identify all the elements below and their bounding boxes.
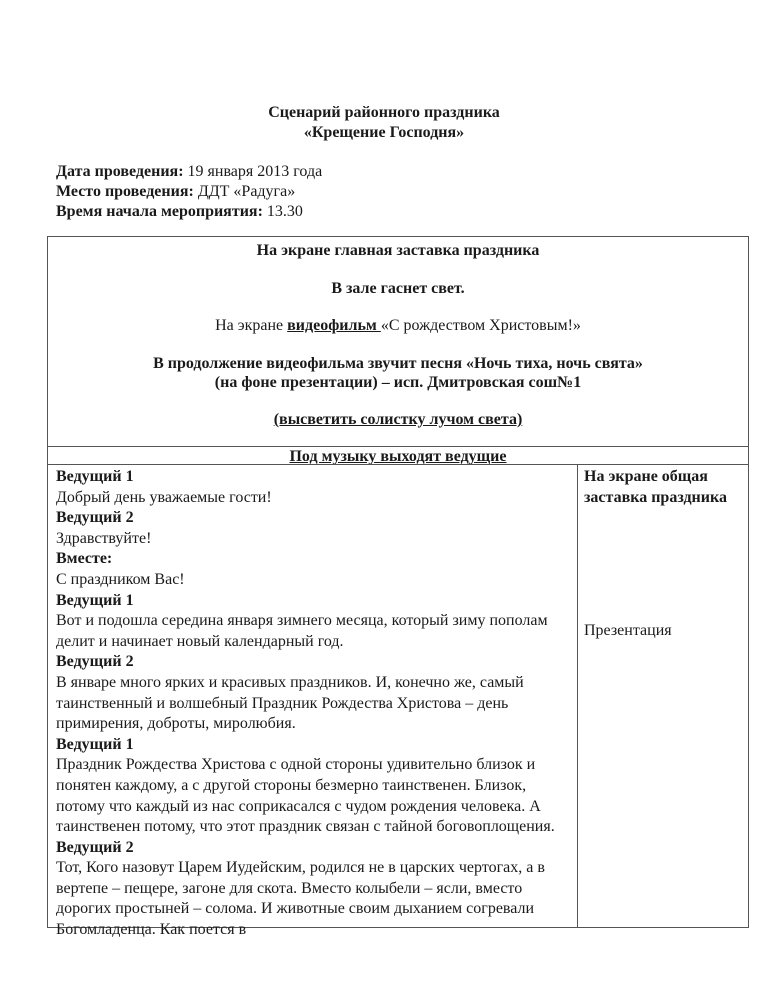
column-divider (577, 465, 578, 927)
opening-box (47, 236, 749, 447)
opening-line-6: (высветить солистку лучом света) (273, 411, 523, 428)
meta-time (56, 202, 322, 222)
screen-notes-column (584, 467, 744, 639)
opening-line-1: На экране главная заставка праздника (256, 242, 540, 259)
speaker-label: Ведущий 2 (56, 509, 134, 527)
opening-line-3-bold: видеофильм (287, 317, 381, 334)
music-band: Под музыку выходят ведущие (47, 446, 749, 465)
meta-date-label: Дата проведения: (56, 163, 184, 180)
speech-text: С праздником Вас! (56, 570, 185, 588)
meta-place-label: Место проведения: (56, 183, 194, 200)
meta-place-value: ДДТ «Радуга» (193, 183, 296, 200)
opening-line-3-pre: На экране (215, 317, 288, 334)
script-dialogue-column (56, 467, 576, 941)
speech-text: Праздник Рождества Христова с одной стороны удивительно близок и понятен каждому, а с другой стороны безмерно таинственен. Близок, потому что каждый из нас соприкасался с чудом рождения человека. А таинственен потому, что этот праздник связан с тайной боговоплощения. (56, 756, 555, 836)
opening-line-2: В зале гаснет свет. (331, 280, 465, 297)
meta-time-value: 13.30 (262, 203, 303, 220)
speech-text: Вот и подошла середина января зимнего месяца, который зиму пополам делит и начинает новый календарный год. (56, 612, 548, 650)
speaker-label: Вместе: (56, 550, 113, 568)
speaker-label: Ведущий 2 (56, 838, 134, 856)
event-meta (56, 162, 322, 222)
opening-line-3-post: «С рождеством Христовым!» (380, 317, 581, 334)
screen-note-splash: На экране общая заставка праздника (584, 468, 727, 506)
opening-line-5: (на фоне презентации) – исп. Дмитровская сош№1 (214, 374, 582, 391)
screen-note-presentation: Презентация (584, 622, 672, 639)
speech-text: Добрый день уважаемые гости! (56, 488, 272, 506)
speaker-label: Ведущий 1 (56, 735, 134, 753)
title-line-1: Сценарий районного праздника (268, 104, 500, 121)
speech-text: Здравствуйте! (56, 529, 152, 547)
meta-date (56, 162, 322, 182)
meta-place (56, 182, 322, 202)
meta-date-value: 19 января 2013 года (183, 163, 323, 180)
opening-line-3 (48, 316, 748, 335)
document-title (0, 103, 768, 143)
speaker-label: Ведущий 2 (56, 653, 134, 671)
title-line-2: «Крещение Господня» (303, 124, 465, 141)
speaker-label: Ведущий 1 (56, 468, 134, 485)
meta-time-label: Время начала мероприятия: (56, 203, 263, 220)
speaker-label: Ведущий 1 (56, 591, 134, 609)
opening-line-4: В продолжение видеофильма звучит песня «Ночь тиха, ночь свята» (153, 355, 643, 372)
speech-text: Тот, Кого назовут Царем Иудейским, родился не в царских чертогах, а в вертепе – пещере, загоне для скота. Вместо колыбели – ясли, вместо дорогих простыней – солома. И животные своим дыханием согревали Богомладенца. Как поется в (56, 859, 545, 939)
speech-text: В январе много ярких и красивых праздников. И, конечно же, самый таинственный и волшебный Праздник Рождества Христова – день примирения, доброты, миролюбия. (56, 673, 524, 733)
script-table (47, 464, 749, 939)
